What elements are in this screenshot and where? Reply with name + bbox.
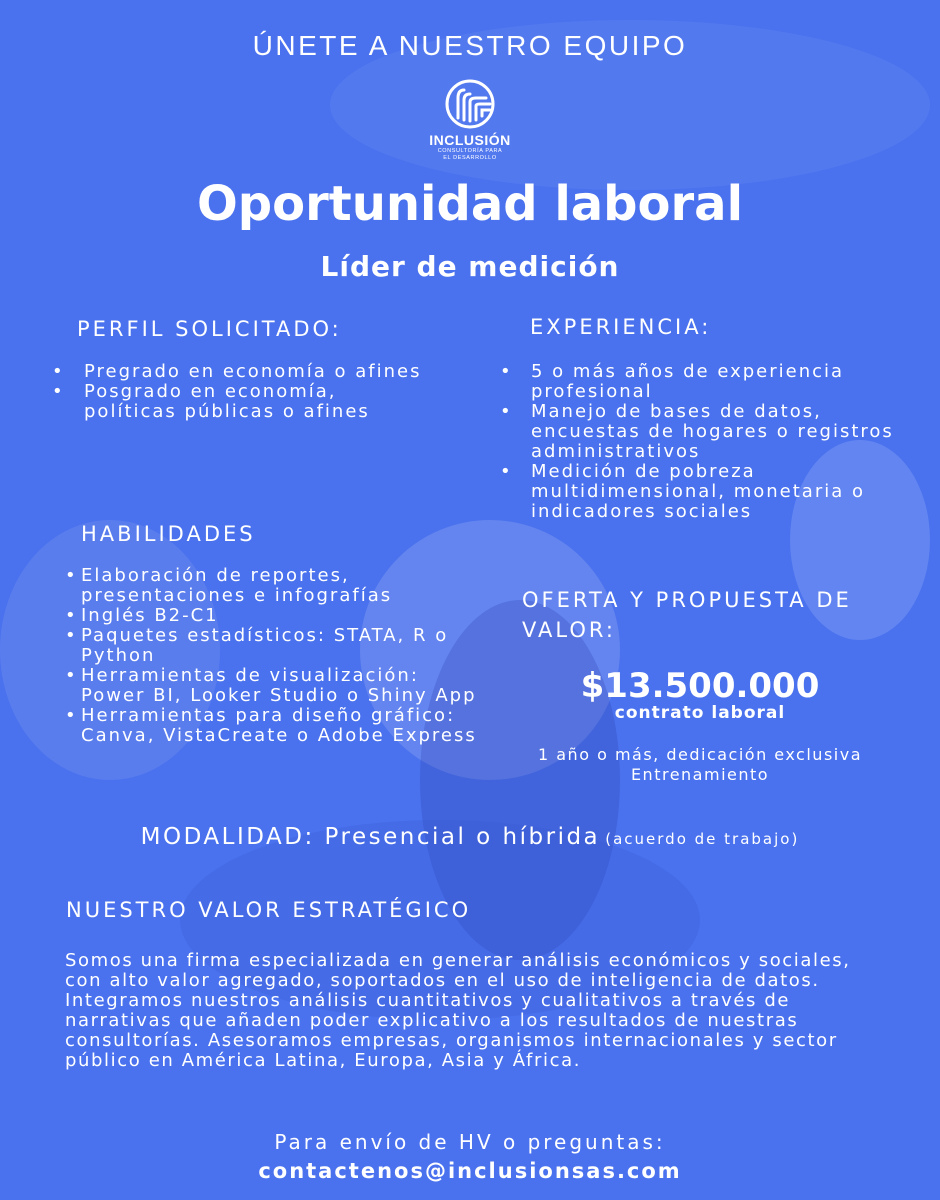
contact-email[interactable]: contactenos@inclusionsas.com xyxy=(258,1159,682,1183)
experiencia-heading: EXPERIENCIA: xyxy=(530,315,712,339)
offer-training: Entrenamiento xyxy=(630,765,770,784)
logo-tagline-2: EL DESARROLLO xyxy=(443,155,497,161)
perfil-list xyxy=(52,362,422,422)
experiencia-list xyxy=(500,362,920,522)
list-item: • Paquetes estadísticos: STATA, R o Python xyxy=(65,626,485,666)
oferta-heading: OFERTA Y PROPUESTA DE VALOR: xyxy=(522,588,852,642)
inclusion-logo-icon xyxy=(444,78,496,130)
list-item: • Herramientas para diseño gráfico: Canva, VistaCreate o Adobe Express xyxy=(65,706,485,746)
modalidad-note: (acuerdo de trabajo) xyxy=(605,830,800,848)
tagline: ÚNETE A NUESTRO EQUIPO xyxy=(252,30,688,61)
valor-heading: NUESTRO VALOR ESTRATÉGICO xyxy=(66,898,472,922)
list-item: • Pregrado en economía o afines xyxy=(52,362,422,382)
salary-amount: $13.500.000 xyxy=(580,666,820,706)
company-logo xyxy=(420,78,520,162)
list-item: • Medición de pobreza multidimensional, monetaria o indicadores sociales xyxy=(500,462,920,522)
offer-detail: 1 año o más, dedicación exclusiva xyxy=(537,745,862,764)
habilidades-list xyxy=(65,566,485,746)
list-item: • Posgrado en economía, políticas públicas o afines xyxy=(52,382,422,422)
perfil-heading: PERFIL SOLICITADO: xyxy=(77,317,342,341)
contact-label: Para envío de HV o preguntas: xyxy=(274,1130,666,1154)
contract-type: contrato laboral xyxy=(614,703,786,723)
list-item: • Inglés B2-C1 xyxy=(65,606,485,626)
job-title: Líder de medición xyxy=(320,250,620,283)
modalidad-text: MODALIDAD: Presencial o híbrida xyxy=(140,824,601,850)
habilidades-heading: HABILIDADES xyxy=(81,522,256,546)
list-item: • 5 o más años de experiencia profesional xyxy=(500,362,920,402)
list-item: • Herramientas de visualización: Power BI, Looker Studio o Shiny App xyxy=(65,666,485,706)
valor-paragraph: Somos una firma especializada en generar análisis económicos y sociales, con alto valor agregado, soportados en el uso de inteligencia de datos. Integramos nuestros análisis cuantitativos y cualitativos a través de narrativas que añaden poder explicativo a los resultados de nuestras consultorías. Asesoramos empresas, organismos internacionales y sector público en América Latina, Europa, Asia y África. xyxy=(65,950,851,1071)
page-title: Oportunidad laboral xyxy=(196,176,744,232)
modalidad xyxy=(0,824,940,850)
logo-name: INCLUSIÓN xyxy=(429,132,511,148)
logo-tagline-1: CONSULTORÍA PARA xyxy=(437,148,503,154)
list-item: • Elaboración de reportes, presentaciones e infografías xyxy=(65,566,485,606)
list-item: • Manejo de bases de datos, encuestas de hogares o registros administrativos xyxy=(500,402,920,462)
